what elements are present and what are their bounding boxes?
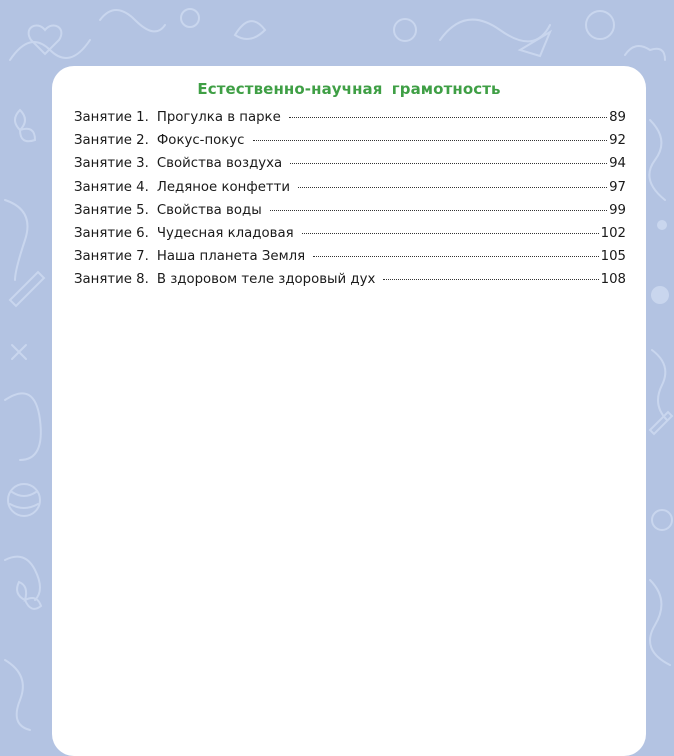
leaf-doodle [235,21,265,39]
toc-entry[interactable] [74,110,626,133]
ball-doodle [394,19,416,41]
pencil-doodle [650,412,672,434]
plane-doodle [520,32,550,56]
toc-entry[interactable] [74,226,626,249]
section-title: Естественно-научная грамотность [197,80,501,98]
dot-leader [383,279,598,280]
yarn-lines [10,492,38,508]
swirl-doodle [100,10,165,31]
ring-doodle [586,11,614,39]
dot-leader [298,187,607,188]
lesson-number: Занятие 5. [74,202,149,218]
dot-leader [253,140,608,141]
ring-doodle [181,9,199,27]
lesson-title: Свойства воздуха [156,156,283,172]
lesson-title: Ледяное конфетти [156,179,291,195]
cloud-doodle [625,46,665,60]
toc-entry[interactable] [74,272,626,295]
lesson-title: В здоровом теле здоровый дух [156,272,376,288]
yarn-doodle [8,484,40,516]
heart-doodle [29,25,62,54]
page-number: 102 [600,225,626,241]
page-number: 105 [600,249,626,265]
swirl-doodle [650,580,670,665]
swirl-doodle [10,40,90,60]
lesson-title: Фокус-покус [156,133,245,149]
lesson-number: Занятие 3. [74,156,149,172]
lesson-number: Занятие 8. [74,272,149,288]
toc-entry[interactable] [74,180,626,203]
dot-leader [290,163,607,164]
swirl-doodle [440,20,550,42]
ring-doodle [652,510,672,530]
flower-doodle [15,110,35,141]
lesson-title: Наша планета Земля [156,249,306,265]
lesson-title: Свойства воды [156,202,262,218]
page-number: 92 [609,133,626,149]
lesson-number: Занятие 6. [74,225,149,241]
page-number: 97 [609,179,626,195]
dot-doodle [658,221,666,229]
cross-doodle [12,345,26,359]
swirl-doodle [5,200,28,280]
page-number: 99 [609,202,626,218]
toc-entry[interactable] [74,133,626,156]
toc-entry[interactable] [74,249,626,272]
swirl-doodle [5,660,30,730]
swirl-doodle [649,120,665,200]
dot-leader [313,256,598,257]
dot-leader [289,117,607,118]
page-number: 89 [609,110,626,125]
lesson-number: Занятие 7. [74,249,149,265]
page-number: 108 [600,272,626,288]
page-number: 94 [609,156,626,172]
lesson-title: Чудесная кладовая [156,225,294,241]
swirl-doodle [5,393,41,460]
toc-entry[interactable] [74,203,626,226]
lesson-number: Занятие 4. [74,179,149,195]
lesson-number: Занятие 2. [74,133,149,149]
dot-leader [270,210,607,211]
lesson-title: Прогулка в парке [156,110,281,125]
table-of-contents [74,110,626,296]
swirl-doodle [5,557,40,600]
dot-doodle [651,286,669,304]
content-card [52,66,646,756]
toc-entry[interactable] [74,156,626,179]
swirl-doodle [652,350,667,420]
dot-leader [302,233,599,234]
lesson-number: Занятие 1. [74,110,149,125]
